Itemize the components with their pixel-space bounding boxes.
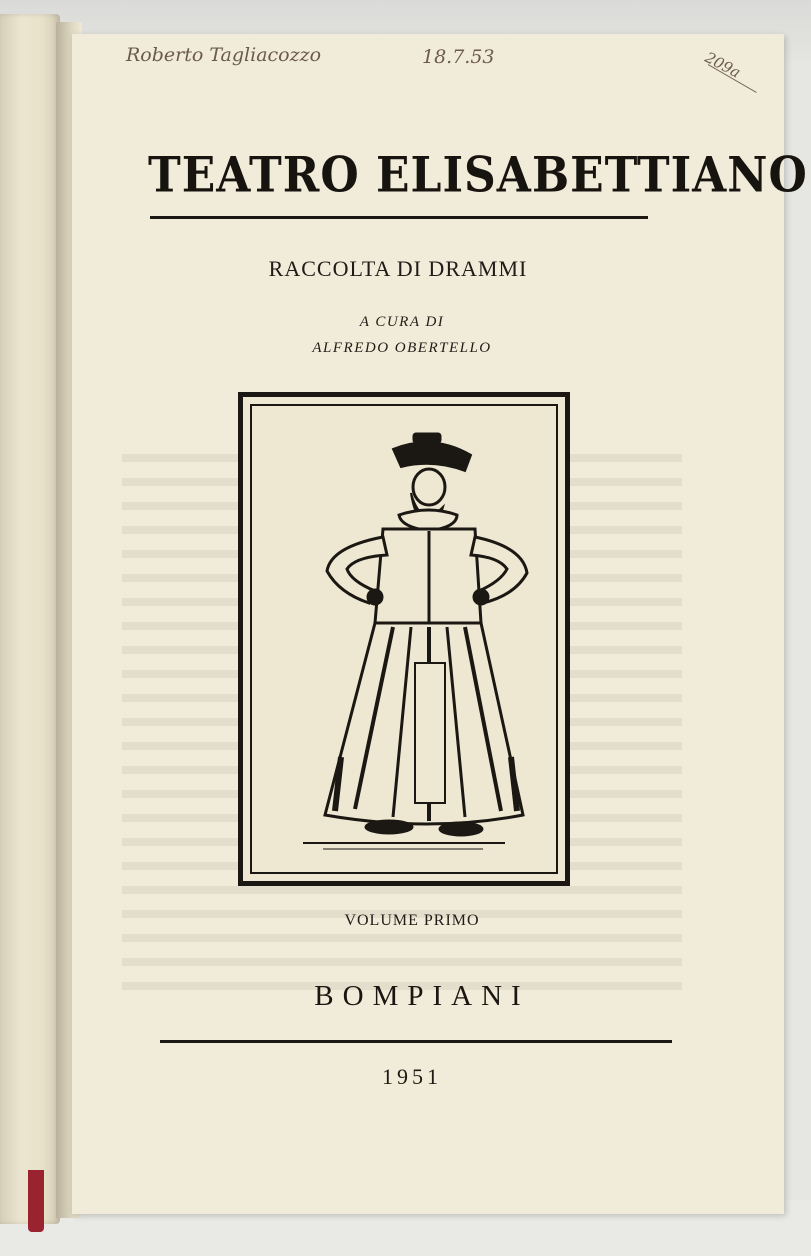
book-spine (28, 1170, 44, 1232)
title-page (72, 34, 808, 1214)
book-title: TEATRO ELISABETTIANO (148, 147, 808, 204)
publisher-name: BOMPIANI (314, 980, 530, 1012)
editor-label: A CURA DI (359, 314, 445, 330)
woodcut-figure-icon (243, 397, 565, 881)
publisher-rule (160, 1040, 672, 1043)
woodcut-illustration (238, 392, 570, 886)
left-page-edge (0, 14, 60, 1224)
publication-year: 1951 (382, 1064, 442, 1089)
volume-label: VOLUME PRIMO (344, 912, 480, 929)
handwritten-date: 18.7.53 (422, 46, 495, 68)
book-subtitle: RACCOLTA DI DRAMMI (268, 256, 528, 281)
handwritten-number: 209a (701, 48, 744, 82)
handwritten-owner-name: Roberto Tagliacozzo (126, 44, 322, 66)
title-rule (150, 216, 648, 219)
editor-name: ALFREDO OBERTELLO (312, 340, 492, 356)
